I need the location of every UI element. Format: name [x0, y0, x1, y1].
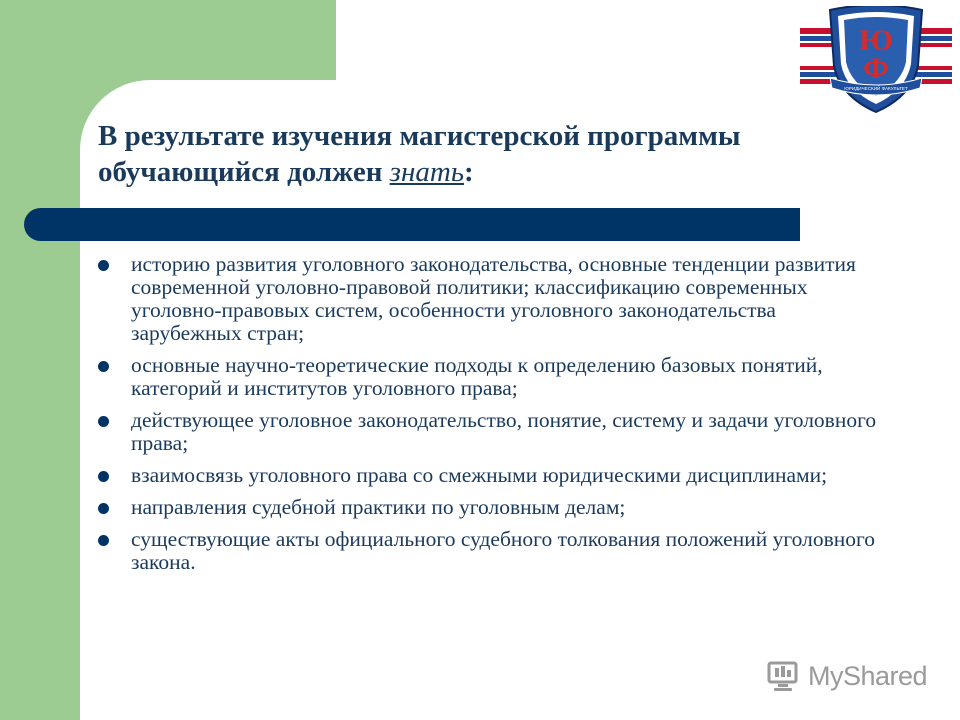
- bullet-icon: [98, 503, 109, 514]
- title-text: В результате изучения магистерской программы обучающийся должен: [98, 120, 741, 188]
- bullet-icon: [98, 416, 109, 427]
- watermark: [766, 656, 936, 696]
- logo-letters-bottom: Ф: [863, 52, 889, 85]
- slide-title: [98, 118, 798, 190]
- list-item: [98, 496, 878, 519]
- list-item-text: направления судебной практики по уголовным делам;: [131, 495, 626, 519]
- list-item-text: существующие акты официального судебного толкования положений уголовного закона.: [131, 527, 876, 574]
- bullet-icon: [98, 361, 109, 372]
- faculty-shield-logo-icon: [800, 6, 952, 116]
- monitor-icon: [766, 658, 802, 694]
- bullet-icon: [98, 260, 109, 271]
- bullet-icon: [98, 535, 109, 546]
- list-item-text: взаимосвязь уголовного права со смежными юридическими дисциплинами;: [131, 463, 828, 487]
- list-item: [98, 354, 878, 400]
- title-underlined-word: знать: [389, 156, 465, 188]
- bullet-icon: [98, 471, 109, 482]
- list-item-text: действующее уголовное законодательство, понятие, систему и задачи уголовного права;: [131, 408, 877, 455]
- list-item-text: историю развития уголовного законодательства, основные тенденции развития современной уголовно-правовой политики; классификацию современных уголовно-правовых систем, особенности уголовного законодательства зарубежных стран;: [131, 252, 856, 345]
- watermark-text: MyShared: [808, 660, 928, 691]
- list-item: [98, 253, 878, 345]
- logo-ribbon-text: ЮРИДИЧЕСКИЙ ФАКУЛЬТЕТ: [844, 86, 908, 91]
- list-item-text: основные научно-теоретические подходы к определению базовых понятий, категорий и институтов уголовного права;: [131, 353, 823, 400]
- bullet-list: [98, 253, 878, 583]
- title-colon: :: [464, 156, 474, 188]
- list-item: [98, 464, 878, 487]
- title-divider-bar: [24, 208, 800, 241]
- list-item: [98, 409, 878, 455]
- list-item: [98, 528, 878, 574]
- logo-letters-top: Ю: [859, 24, 893, 57]
